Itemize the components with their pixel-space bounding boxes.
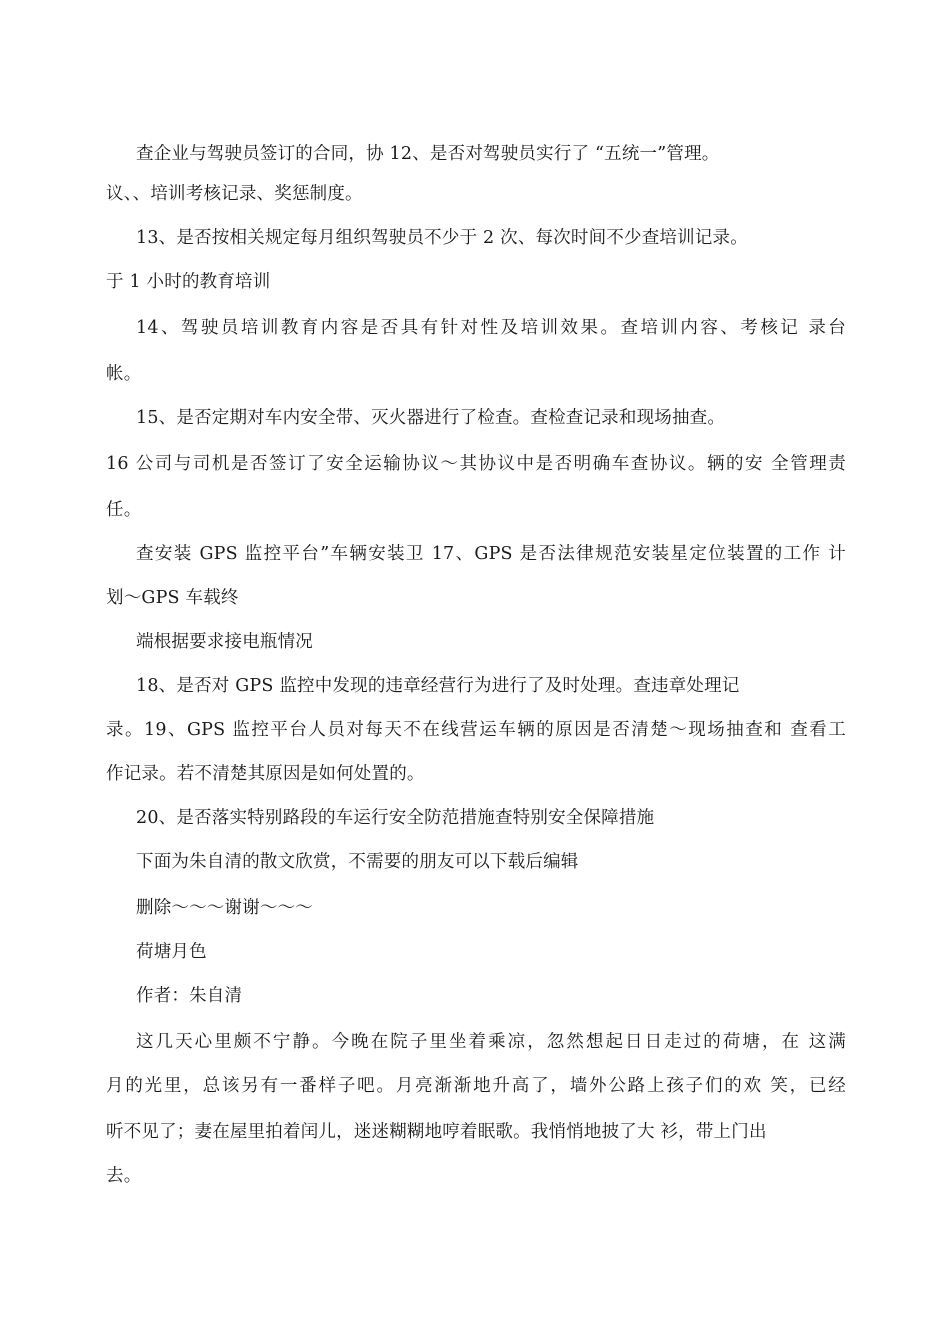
text-line: 端根据要求接电瓶情况 xyxy=(136,632,313,652)
text-line: 13、是否按相关规定每月组织驾驶员不少于 2 次、每次时间不少查培训记录。 xyxy=(136,228,748,248)
text-line: 16 公司与司机是否签订了安全运输协议〜其协议中是否明确车查协议。辆的安 全管理责 xyxy=(106,454,846,474)
text-line: 14、驾驶员培训教育内容是否具有针对性及培训效果。查培训内容、考核记 录台 xyxy=(136,318,846,338)
text-line: 15、是否定期对车内安全带、灭火器进行了检查。查检查记录和现场抽查。 xyxy=(136,408,726,428)
text-line: 18、是否对 GPS 监控中发现的违章经营行为进行了及时处理。查违章处理记 xyxy=(136,676,740,696)
text-line: 议、、培训考核记录、奖惩制度。 xyxy=(106,184,363,204)
text-line: 这几天心里颇不宁静。今晚在院子里坐着乘凉，忽然想起日日走过的荷塘，在 这满 xyxy=(136,1032,846,1052)
text-line: 帐。 xyxy=(106,364,142,384)
text-line: 荷塘月色 xyxy=(136,942,207,962)
text-line: 去。 xyxy=(106,1166,142,1186)
text-line: 作者：朱自清 xyxy=(136,986,243,1006)
text-line: 划〜GPS 车载终 xyxy=(106,588,239,608)
text-line: 下面为朱自清的散文欣赏，不需要的朋友可以下载后编辑 xyxy=(136,852,579,872)
text-line: 听不见了；妻在屋里拍着闰儿，迷迷糊糊地哼着眠歌。我悄悄地披了大 衫，带上门出 xyxy=(106,1122,767,1142)
text-line: 录。19、GPS 监控平台人员对每天不在线营运车辆的原因是否清楚〜现场抽查和 查看工 xyxy=(106,720,846,740)
text-line: 20、是否落实特别路段的车运行安全防范措施查特别安全保障措施 xyxy=(136,808,655,828)
text-line: 于 1 小时的教育培训 xyxy=(106,272,271,292)
text-line: 查安装 GPS 监控平台”车辆安装卫 17、GPS 是否法律规范安装星定位装置的工作 计 xyxy=(136,544,846,564)
text-line: 查企业与驾驶员签订的合同，协 12、是否对驾驶员实行了 “五统一”管理。 xyxy=(136,144,720,164)
text-line: 删除〜〜〜谢谢〜〜〜 xyxy=(136,898,313,918)
text-line: 作记录。若不清楚其原因是如何处置的。 xyxy=(106,764,425,784)
text-line: 月的光里，总该另有一番样子吧。月亮渐渐地升高了，墙外公路上孩子们的欢 笑，已经 xyxy=(106,1076,846,1096)
text-line: 任。 xyxy=(106,500,142,520)
